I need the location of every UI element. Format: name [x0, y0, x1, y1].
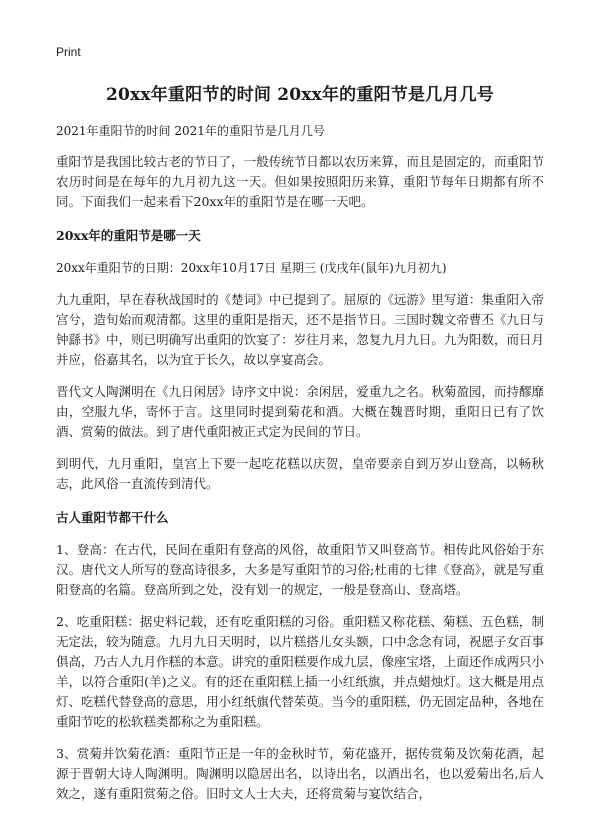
custom-item-chrysanthemum: 3、赏菊并饮菊花酒：重阳节正是一年的金秋时节，菊花盛开，据传赏菊及饮菊花酒，起源于晋朝大诗人陶渊明。陶渊明以隐居出名，以诗出名，以酒出名，也以爱菊出名,后人效之，遂有重阳赏菊之俗。旧时文人士大夫，还将赏菊与宴饮结合，	[56, 746, 544, 801]
section-heading-date: 20xx年的重阳节是哪一天	[56, 228, 201, 243]
history-paragraph-1: 九九重阳，早在春秋战国时的《楚词》中已提到了。屈原的《远游》里写道：集重阳入帝宫兮，造旬始而观清都。这里的重阳是指天，还不是指节日。三国时魏文帝曹丕《九日与钟繇书》中，则已明确写出重阳的饮宴了：岁往月来，忽复九月九日。九为阳数，而日月并应，俗嘉其名，以为宜于长久，故以享宴高会。	[56, 292, 544, 367]
print-link[interactable]: Print	[56, 45, 81, 59]
section-heading-customs: 古人重阳节都干什么	[56, 510, 169, 525]
page-title: 20xx年重阳节的时间 20xx年的重阳节是几月几号	[106, 85, 494, 105]
intro-paragraph: 重阳节是我国比较古老的节日了，一般传统节日都以农历来算，而且是固定的，而重阳节农历时间是在每年的九月初九这一天。但如果按照阳历来算，重阳节每年日期都有所不同。下面我们一起来看下20xx年的重阳节是在哪一天吧。	[56, 154, 544, 209]
custom-item-climbing: 1、登高：在古代，民间在重阳有登高的风俗，故重阳节又叫登高节。相传此风俗始于东汉。唐代文人所写的登高诗很多，大多是写重阳节的习俗;杜甫的七律《登高》，就是写重阳登高的名篇。登高所到之处，没有划一的规定，一般是登高山、登高塔。	[56, 542, 544, 597]
history-paragraph-2: 晋代文人陶渊明在《九日闲居》诗序文中说：余闲居，爱重九之名。秋菊盈园，而持醪靡由，空服九华，寄怀于言。这里同时提到菊花和酒。大概在魏晋时期，重阳日已有了饮酒、赏菊的做法。到了唐代重阳被正式定为民间的节日。	[56, 384, 544, 439]
date-line: 20xx年重阳节的日期：20xx年10月17日 星期三 (戊戌年(鼠年)九月初九)	[56, 261, 447, 275]
custom-item-cake: 2、吃重阳糕：据史料记载，还有吃重阳糕的习俗。重阳糕又称花糕、菊糕、五色糕，制无定法，较为随意。九月九日天明时，以片糕搭儿女头额，口中念念有词，祝愿子女百事俱高，乃古人九月作糕的本意。讲究的重阳糕要作成九层，像座宝塔，上面还作成两只小羊，以符合重阳(羊)之义。有的还在重阳糕上插一小红纸旗，并点蜡烛灯。这大概是用点灯、吃糕代替登高的意思，用小红纸旗代替茱萸。当今的重阳糕，仍无固定品种，各地在重阳节吃的松软糕类都称之为重阳糕。	[56, 614, 544, 729]
document-subtitle: 2021年重阳节的时间 2021年的重阳节是几月几号	[56, 124, 325, 138]
history-paragraph-3: 到明代，九月重阳，皇宫上下要一起吃花糕以庆贺，皇帝要亲自到万岁山登高，以畅秋志，此风俗一直流传到清代。	[56, 456, 544, 491]
